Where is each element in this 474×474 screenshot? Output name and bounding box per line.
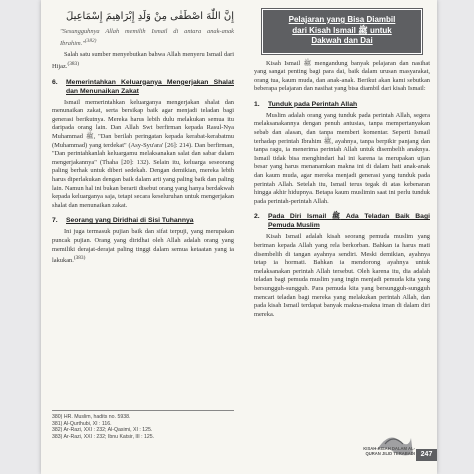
paragraph-1: Salah satu sumber menyebutkan bahwa Allah menyeru Ismail dari Hijaz.$^{(383)}$ <box>52 51 234 71</box>
chapter-title-line: Dakwah dan Dai <box>311 36 373 45</box>
footnote: 381) Al-Qurthubi, XI : 116. <box>52 420 112 427</box>
footnote: 383) Ar-Razi, XXI : 232; Ibnu Katsir, III : 125. <box>52 433 155 440</box>
chapter-title-line: dari Kisah Ismail ﷺ untuk <box>292 25 392 35</box>
book-page <box>41 0 437 474</box>
footnote-ref: (383) <box>67 60 79 67</box>
chapter-title-line: Pelajaran yang Bisa Diambil <box>288 15 396 24</box>
intro-paragraph: Kisah Ismail ﷺ mengandung banyak pelajaran dan nasihat yang sangat penting bagi para dai, baik dalam urusan masyarakat, orang tua, kaum muda, dan anak-anak. Berikut akan kami sebutkan beberapa pelajaran dan nasihat yang bisa diambil dari kisah Ismail: <box>254 59 430 93</box>
arabic-verse: إِنَّ اللّٰهَ اصْطَفٰى مِنْ وَلَدِ إِبْرَاهِيمَ إِسْمَاعِيلَ <box>66 11 234 22</box>
verse-translation: "Sesungguhnya Allah memilih Ismail di antara anak-anak Ibrahim."$^{(382)}$ <box>60 28 234 47</box>
footnote-ref: (383) <box>73 255 86 262</box>
lesson-heading-1: 1. Tunduk pada Perintah Allah <box>254 100 358 108</box>
paragraph-3: Ini juga termasuk pujian baik dan sifat terpuji, yang merupakan puncak pujian. Orang yang diridhai oleh Allah adalah orang yang memiliki derajat-derajat paling tinggi dalam semua ketaatan yang ia lakukan.$^{(383)}$ <box>52 228 234 265</box>
section-heading-7: 7. Seorang yang Diridhai di Sisi Tuhannya <box>52 217 194 225</box>
paragraph-2: Ismail memerintahkan keluarganya mengerjakan shalat dan menunaikan zakat, serta bersikap baik agar menjadi teladan bagi generasi berikutnya. Mereka harus lebih dulu melakukan semua itu daripada orang lain. Dan Allah Swt berfirman kepada Rasul-Nya Muhammad ﷺ, "Dan berilah peringatan kepada kerabat-kerabatmu (Muhammad) yang terdekat" (Asy-Syu'ara' [26]: 214). Dan berfirman, "Dan perintahkanlah keluargamu melaksanakan salat dan sabar dalam mengerjakannya" (Thaha [20]: 132). Selain itu, keluarga seseorang paling berhak untuk diberi sedekah. Dengan demikian, mereka lebih harus diperlakukan dengan baik dalam arti yang paling baik dan paling lain. Namun hal ini bukan berarti disebut orang yang hanya berdakwah kepada keluarganya saja, tetapi secara keseluruhan untuk mengerjakan shalat dan menunaikan zakat. <box>52 98 234 209</box>
footnote-ref: (382) <box>84 37 97 44</box>
chapter-title-box <box>262 9 422 54</box>
footnote: 380) HR. Muslim, hadits no. 5938. <box>52 414 131 420</box>
page-number: 247 <box>416 449 437 461</box>
section-heading-6: 6. Memerintahkan Keluarganya Mengerjakan Shalat dan Menunaikan Zakat <box>52 78 234 95</box>
lesson-heading-2: 2. Pada Diri Ismail ﷺ Ada Teladan Baik Bagi Pemuda Muslim <box>254 213 430 230</box>
lesson-1-body: Muslim adalah orang yang tunduk pada perintah Allah, segera melaksanakannya dengan penuh antusias, tanpa mempertanyakan sebab dan alasan, dan tanpa memberi komentar. Seperti Ismail terhadap perintah Ibrahim ﷺ, ayahnya, tanpa berpikir panjang dan tanpa ragu, ia menerima perintah Allah untuk disembelih anaknya. Ismail tidak bisa menghindari hal ini karena ia merupakan ujian besar yang harus menanamkan makna ini di dalam hati anak-anak dan kaum muda, agar mereka menjadi generasi yang tunduk pada perintah Allah. Setelah itu, Ismail terus tegak di atas kebenaran hingga akhir hidupnya. Betapa kaum muslimin saat ini perlu tunduk pada perintah-perintah Allah. <box>254 111 430 205</box>
right-column <box>254 0 430 322</box>
lesson-2-body: Kisah Ismail adalah kisah seorang pemuda muslim yang beriman kepada Allah yang rela berkorban. Bahkan ia harus mati disembelih di tangan ayahnya sendiri. Meski demikian, ayahnya tetap ia hormati. Bahkan ia mendorong ayahnya untuk melaksanakan perintah Allah tersebut. Oleh karena itu, dia adalah teladan bagi pemuda muslim yang ingin menjadi pemuda kita yang bersungguh-sungguh. Para pemuda kita yang bersungguh-sungguh mencari teladan bagi mereka yang melakukan perintah Allah, dan pada kisah Ismail terdapat banyak makna-makna iman di dalam diri mereka. <box>254 233 430 318</box>
footnotes <box>52 410 234 440</box>
running-footer-title: KISAH-KISAH DALAM AL-QURAN JILID TERABADI <box>363 446 415 456</box>
footnote: 382) Ar-Razi, XXI : 232; Al-Qasimi, XI : 125. <box>52 427 153 434</box>
left-column <box>52 0 234 269</box>
